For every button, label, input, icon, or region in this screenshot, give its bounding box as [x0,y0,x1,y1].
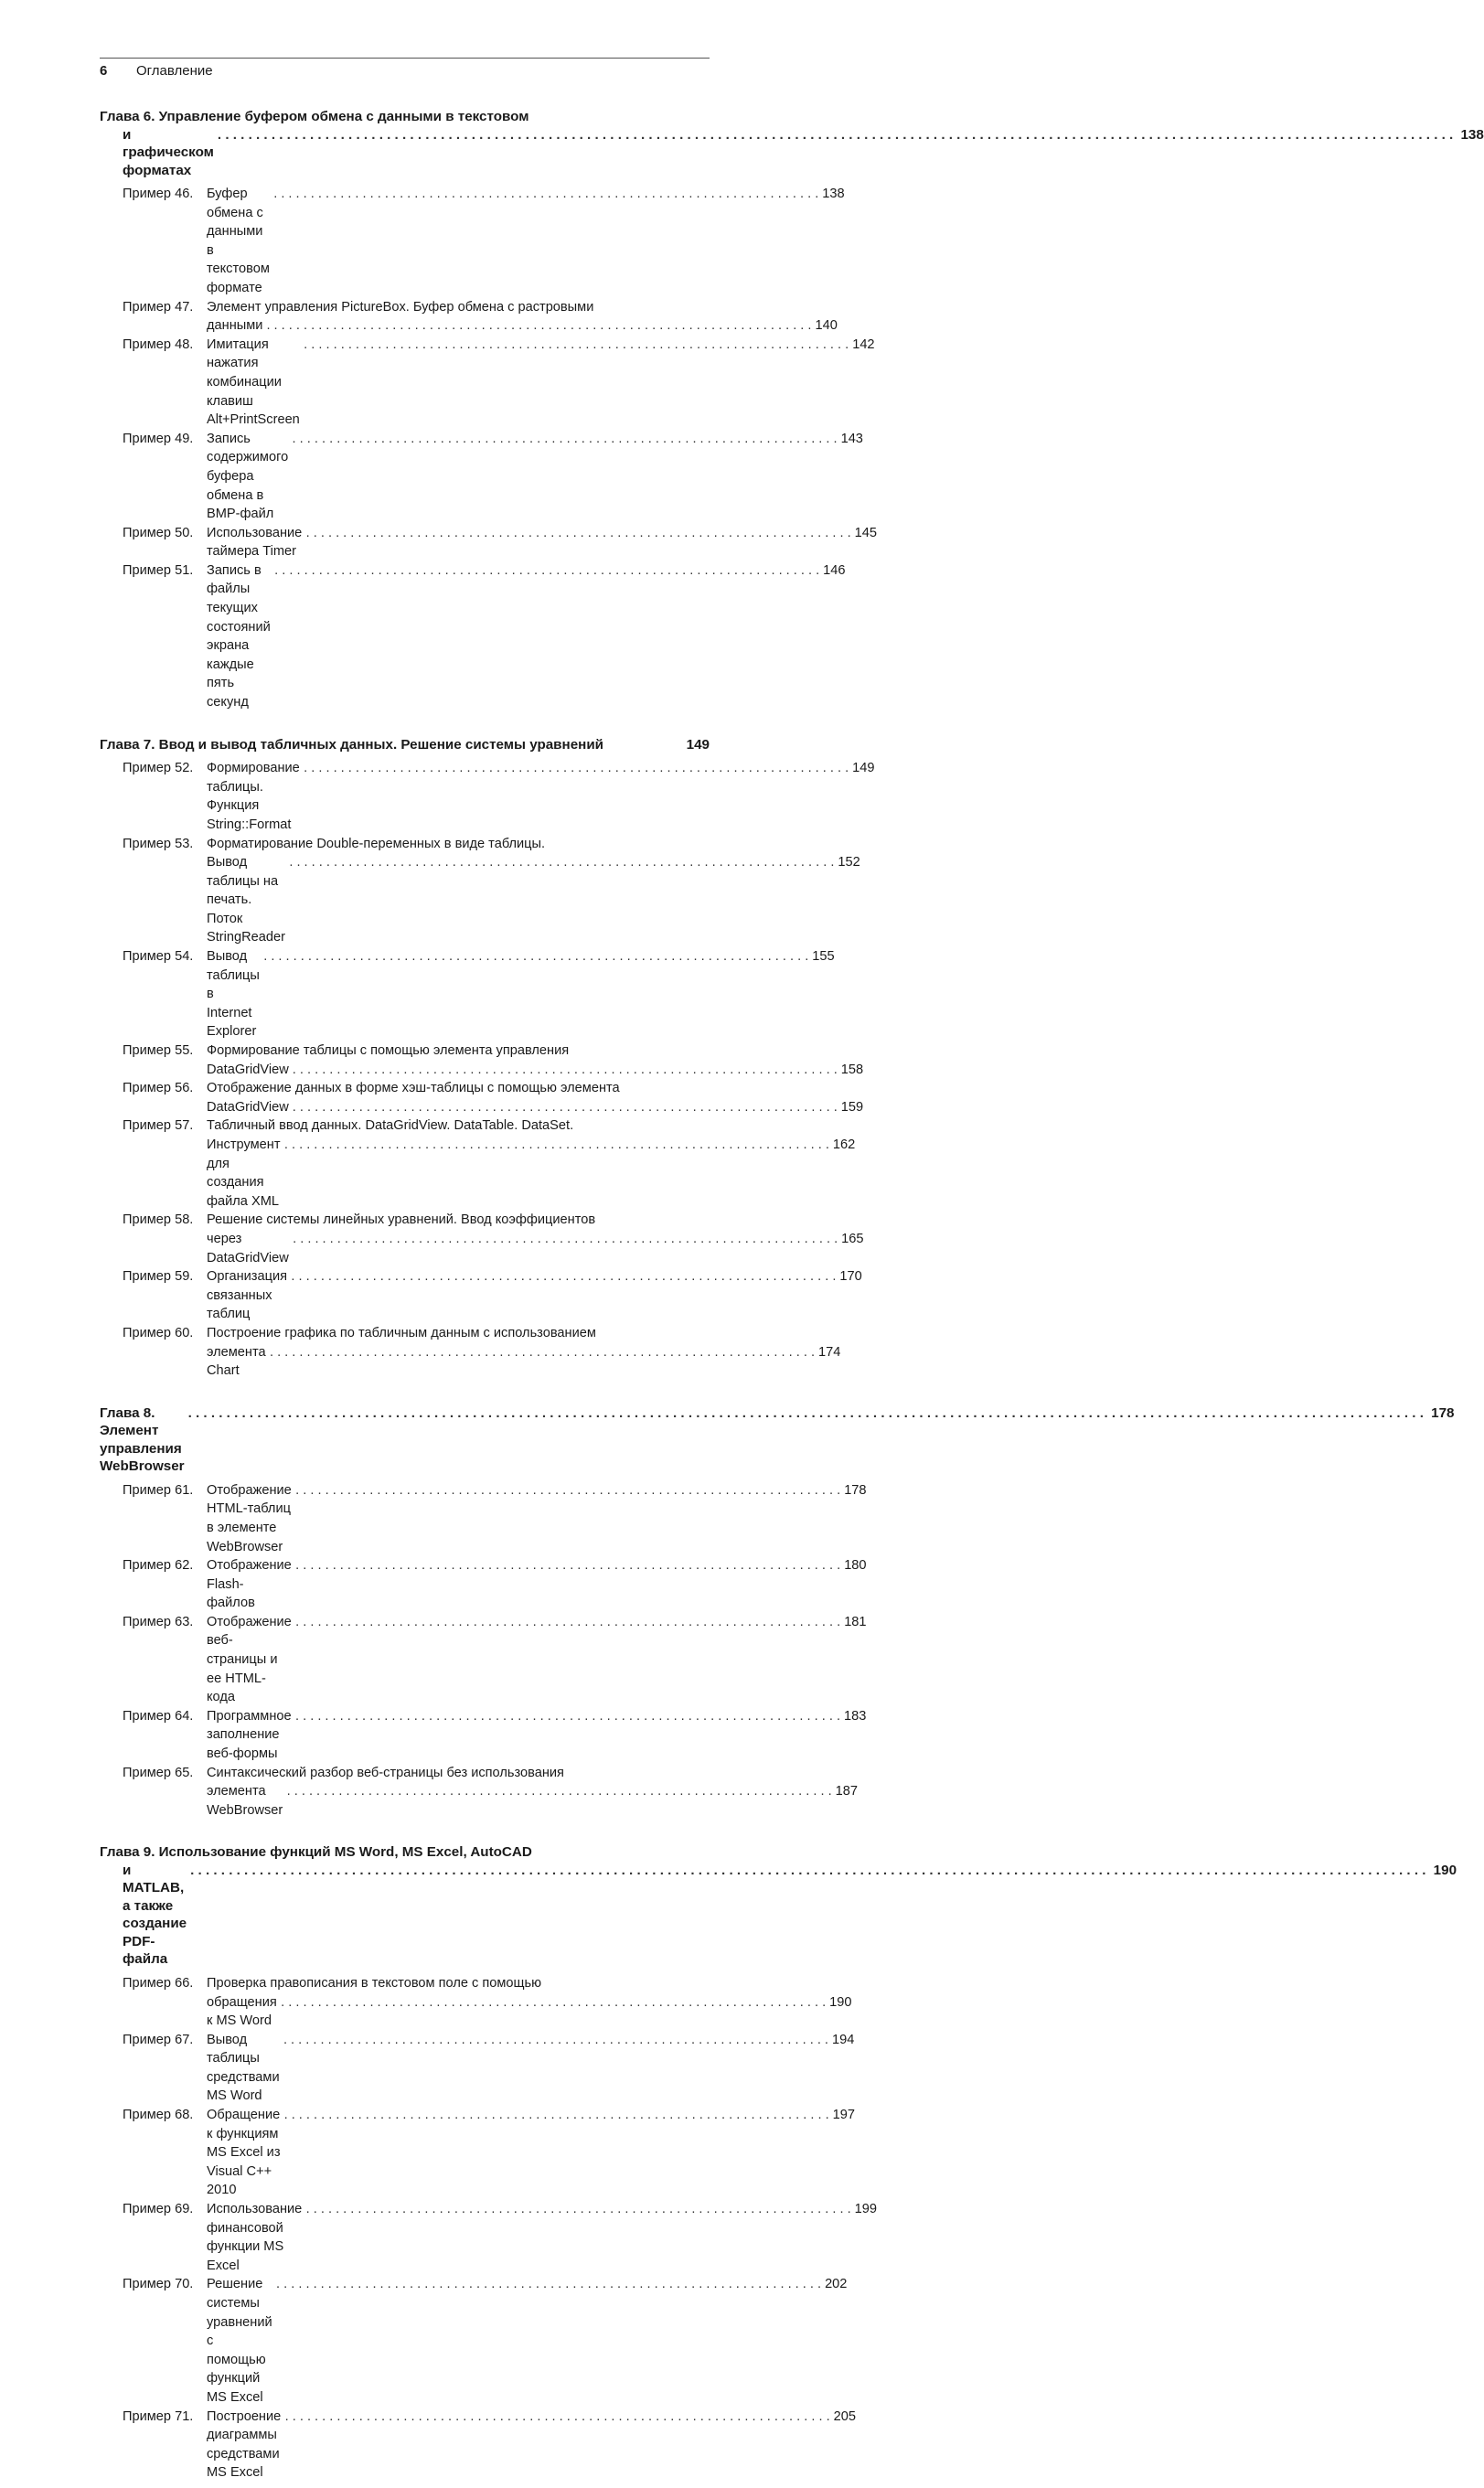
table-of-contents [100,108,1484,2488]
chapter-heading[interactable] [100,1843,1457,1969]
chapter-section [100,1843,1457,2483]
toc-entry[interactable] [100,1267,862,1324]
example-title-line [207,1343,840,1381]
dot-leader [190,1862,1430,1880]
example-page-number: 162 [832,1137,856,1152]
example-label: Пример 56. [123,1081,194,1096]
dot-leader [274,561,819,581]
toc-entry[interactable] [100,561,846,712]
example-title-text: Синтаксический разбор веб-страницы без использования [207,1765,564,1780]
example-label: Пример 50. [123,525,194,540]
example-title-text: Вывод таблицы на печать. Поток StringReader [207,855,285,945]
toc-entry[interactable] [100,1211,864,1267]
dot-leader [284,2106,829,2125]
example-title-text: Табличный ввод данных. DataGridView. DataTable. DataSet. [207,1118,574,1134]
example-page-number: 140 [815,318,838,334]
dot-leader [285,2408,830,2427]
dot-leader [293,430,838,449]
example-list [100,759,875,1381]
toc-entry[interactable] [100,1613,867,1707]
example-label: Пример 62. [123,1558,194,1574]
dot-leader [293,1230,838,1249]
dot-leader [270,1343,815,1362]
example-title-line [207,524,877,561]
example-title-line [207,1136,855,1211]
example-page-number: 158 [840,1062,864,1077]
example-title-text: Инструмент для создания файла XML [207,1137,281,1209]
example-page-number: 187 [835,1784,859,1799]
example-body [207,1764,858,1821]
page-number: 6 [100,63,108,79]
example-page-number: 159 [840,1099,864,1115]
example-body [207,430,863,524]
example-title-line [207,298,838,317]
chapter-page-number: 178 [1431,1404,1455,1421]
dot-leader [287,1782,832,1801]
example-body [207,1267,861,1324]
example-body [207,1211,863,1267]
toc-entry[interactable] [100,1974,852,2031]
toc-entry[interactable] [100,835,860,948]
example-list [100,1974,878,2483]
example-page-number: 138 [822,187,845,201]
dot-leader [293,1098,838,1117]
chapter-section [100,736,875,1381]
example-label: Пример 60. [123,1325,194,1340]
example-label: Пример 59. [123,1269,194,1285]
example-label: Пример 54. [123,949,194,965]
example-label: Пример 49. [123,431,194,446]
example-label: Пример 58. [123,1212,194,1228]
chapter-title-line [100,126,1484,180]
example-page-number: 149 [852,761,875,776]
example-body [207,1613,866,1707]
example-title-line [207,1764,858,1783]
example-title-text: Отображение веб-страницы и ее HTML-кода [207,1614,292,1705]
example-title-line [207,853,859,947]
example-title-line [207,947,834,1041]
example-page-number: 197 [832,2108,855,2123]
chapter-title-text: Глава 9. Использование функций MS Word, MS Excel, AutoCAD [100,1844,532,1861]
example-title-text: Использование финансовой функции MS Excel [207,2202,303,2273]
chapter-section [100,108,1484,712]
toc-entry[interactable] [100,1556,867,1613]
chapter-heading[interactable] [100,736,710,754]
example-title-line [207,2106,855,2200]
example-label: Пример 66. [123,1975,194,1991]
example-title-line [207,2200,877,2275]
toc-entry[interactable] [100,298,838,336]
example-title-line [207,1556,866,1613]
example-page-number: 181 [844,1614,867,1629]
example-title-line [207,1324,840,1343]
chapter-title-line [100,1404,1455,1476]
chapter-page-number: 149 [686,736,710,753]
example-title-text: DataGridView [207,1099,289,1115]
example-body [207,298,838,336]
example-title-line [207,1041,863,1061]
example-title-text: Буфер обмена с данными в текстовом формате [207,187,270,295]
dot-leader [283,2031,828,2050]
example-body [207,1079,863,1116]
example-page-number: 146 [823,562,846,578]
example-title-text: Построение графика по табличным данным с использованием [207,1325,596,1340]
example-body [207,1707,866,1764]
example-body [207,2200,877,2275]
example-title-line [207,316,838,336]
example-title-text: Решение системы уравнений с помощью функций MS Excel [207,2277,272,2405]
example-body [207,524,877,561]
toc-entry[interactable] [100,430,863,524]
dot-leader [295,1613,840,1632]
toc-entry[interactable] [100,1481,867,1556]
example-title-text: элемента WebBrowser [207,1784,283,1818]
chapter-title-text: Глава 8. Элемент управления WebBrowser [100,1404,185,1475]
dot-leader [304,759,849,778]
example-title-line [207,1098,863,1117]
running-title: Оглавление [136,63,213,79]
example-title-text: обращения к MS Word [207,1994,277,2029]
example-title-line [207,1993,851,2031]
toc-entry[interactable] [100,336,875,430]
example-label: Пример 69. [123,2202,194,2217]
chapter-title-line [100,1843,710,1862]
toc-entry[interactable] [100,524,878,561]
toc-entry[interactable] [100,1764,859,1821]
dot-leader [295,1481,840,1500]
example-page-number: 194 [831,2032,855,2047]
toc-entry[interactable] [100,2031,855,2106]
example-body [207,835,859,948]
chapter-spacer [100,1825,710,1843]
example-label: Пример 70. [123,2277,194,2292]
example-body [207,561,845,712]
dot-leader [276,2275,821,2294]
example-title-line [207,1481,866,1556]
example-page-number: 170 [839,1269,862,1285]
dot-leader [306,524,851,543]
example-body [207,1041,863,1079]
example-title-line [207,185,844,298]
chapter-title-text: Глава 7. Ввод и вывод табличных данных. Решение системы уравнений [100,736,603,753]
example-title-line [207,336,874,430]
dot-leader [284,1136,829,1155]
example-body [207,759,874,834]
dot-leader [304,336,849,355]
example-label: Пример 46. [123,187,194,201]
example-label: Пример 52. [123,761,194,776]
example-list [100,185,878,712]
toc-entry[interactable] [100,2106,855,2200]
example-title-text: Отображение данных в форме хэш-таблицы с помощью элемента [207,1081,620,1096]
example-label: Пример 57. [123,1118,194,1134]
chapter-title-text: Глава 6. Управление буфером обмена с данными в текстовом [100,109,529,124]
example-body [207,2031,854,2106]
toc-entry[interactable] [100,1041,864,1079]
example-title-text: Отображение Flash-файлов [207,1558,292,1611]
example-title-text: Построение диаграммы средствами MS Excel [207,2408,282,2481]
header-rule [100,58,710,59]
example-title-text: Имитация нажатия комбинации клавиш Alt+PrintScreen [207,336,300,428]
example-body [207,2106,855,2200]
example-body [207,336,874,430]
example-title-line [207,1211,863,1230]
example-title-line [207,2031,854,2106]
dot-leader [289,853,834,872]
example-body [207,947,834,1041]
example-page-number: 199 [854,2202,878,2217]
example-page-number: 165 [841,1231,864,1246]
dot-leader [281,1993,826,2013]
example-title-line [207,1613,866,1707]
toc-entry[interactable] [100,1324,841,1381]
example-page-number: 174 [818,1344,841,1360]
example-title-text: Решение системы линейных уравнений. Ввод коэффициентов [207,1212,596,1228]
example-body [207,1116,855,1211]
example-list [100,1481,867,1821]
example-title-line [207,1230,863,1267]
example-title-line [207,1782,858,1820]
example-title-text: через DataGridView [207,1231,289,1265]
toc-entry[interactable] [100,947,835,1041]
example-title-text: Обращение к функциям MS Excel из Visual C++ 2010 [207,2108,281,2198]
toc-entry[interactable] [100,2408,857,2483]
example-title-line [207,1707,866,1764]
chapter-heading[interactable] [100,1404,1455,1476]
dot-leader [266,316,811,336]
example-title-line [207,2275,847,2407]
example-title-line [207,835,859,854]
example-title-line [207,1116,855,1136]
dot-leader [293,1061,838,1080]
example-page-number: 202 [825,2277,848,2292]
example-title-text: Организация связанных таблиц [207,1269,288,1322]
example-label: Пример 71. [123,2408,194,2424]
toc-entry[interactable] [100,1707,867,1764]
dot-leader [295,1556,840,1575]
dot-leader [306,2200,851,2219]
example-title-text: Формирование таблицы с помощью элемента управления [207,1043,570,1059]
example-label: Пример 55. [123,1043,194,1059]
example-label: Пример 63. [123,1614,194,1629]
chapter-spacer [100,1386,710,1404]
example-title-line [207,2408,856,2483]
chapter-title-text: и MATLAB, а также создание PDF-файла [123,1862,187,1968]
example-page-number: 155 [812,949,835,965]
toc-entry[interactable] [100,185,845,298]
example-body [207,1556,866,1613]
example-title-text: Использование таймера Timer [207,525,303,560]
chapter-page-number: 190 [1433,1862,1457,1878]
example-title-line [207,561,845,712]
example-page-number: 152 [838,855,860,870]
example-title-line [207,759,874,834]
example-title-text: Формирование таблицы. Функция String::Format [207,761,300,832]
running-header [100,63,213,80]
example-label: Пример 68. [123,2108,194,2123]
dot-leader [295,1707,840,1726]
example-title-text: Проверка правописания в текстовом поле с помощью [207,1975,542,1991]
example-label: Пример 65. [123,1765,194,1780]
dot-leader [273,185,818,204]
dot-leader [188,1404,1428,1423]
example-body [207,1481,866,1556]
dot-leader [291,1267,836,1287]
example-title-text: данными [207,318,263,334]
example-label: Пример 51. [123,562,194,578]
example-title-text: Форматирование Double-переменных в виде таблицы. [207,836,546,851]
toc-entry[interactable] [100,2275,848,2407]
example-title-text: Элемент управления PictureBox. Буфер обмена с растровыми [207,299,594,315]
example-page-number: 145 [854,525,878,540]
toc-entry[interactable] [100,1116,856,1211]
example-title-line [207,430,863,524]
example-label: Пример 47. [123,299,194,315]
example-label: Пример 48. [123,336,194,352]
example-label: Пример 53. [123,836,194,851]
example-body [207,2275,847,2407]
toc-entry[interactable] [100,759,875,834]
example-page-number: 180 [844,1558,867,1574]
example-title-text: Вывод таблицы средствами MS Word [207,2032,280,2104]
example-page-number: 143 [840,431,863,446]
chapter-section [100,1404,1455,1821]
chapter-spacer [100,718,710,736]
example-page-number: 142 [852,336,875,352]
example-label: Пример 67. [123,2032,194,2047]
chapter-title-line [100,736,710,754]
dot-leader [263,947,808,966]
example-page-number: 178 [844,1482,867,1498]
example-title-text: DataGridView [207,1062,289,1077]
example-label: Пример 61. [123,1482,194,1498]
toc-entry[interactable] [100,1079,864,1116]
example-body [207,1974,851,2031]
chapter-title-text: и графическом форматах [123,126,214,178]
example-title-line [207,1061,863,1080]
example-title-line [207,1079,863,1098]
example-title-line [207,1267,861,1324]
example-body [207,1324,840,1381]
example-title-text: Запись содержимого буфера обмена в BMP-файл [207,431,289,522]
example-body [207,185,844,298]
example-title-text: Запись в файлы текущих состояний экрана каждые пять секунд [207,562,271,710]
example-page-number: 190 [829,1994,852,2010]
example-title-line [207,1974,851,1993]
chapter-page-number: 138 [1460,126,1484,143]
example-page-number: 183 [844,1708,867,1724]
example-title-text: Вывод таблицы в Internet Explorer [207,949,260,1040]
example-body [207,2408,856,2483]
chapter-title-line [100,1862,1457,1969]
chapter-title-line [100,108,710,126]
chapter-heading[interactable] [100,108,1484,179]
example-page-number: 205 [833,2408,857,2424]
example-title-text: Программное заполнение веб-формы [207,1708,292,1762]
example-label: Пример 64. [123,1708,194,1724]
toc-entry[interactable] [100,2200,878,2275]
example-title-text: элемента Chart [207,1344,266,1379]
dot-leader [218,126,1457,144]
example-title-text: Отображение HTML-таблиц в элементе WebBrowser [207,1482,292,1554]
